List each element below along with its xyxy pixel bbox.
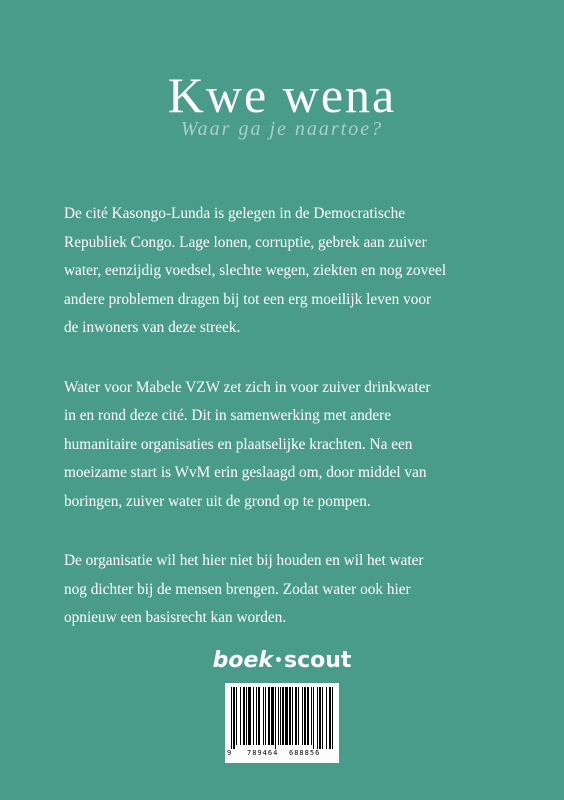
blurb-line: Water voor Mabele VZW zet zich in voor zuiver drinkwater — [64, 378, 431, 396]
blurb-line: water, eenzijdig voedsel, slechte wegen, ziekten en nog zoveel — [64, 262, 447, 279]
barcode-bar — [248, 687, 251, 745]
barcode-bar — [253, 687, 254, 745]
barcode-bar — [278, 687, 279, 745]
barcode-bar — [304, 687, 306, 745]
barcode-bar — [313, 687, 314, 749]
barcode-bar — [236, 687, 237, 745]
barcode-bar — [298, 687, 299, 745]
blurb-line: nog dichter bij de mensen brengen. Zodat water ook hier — [64, 580, 411, 598]
barcode-bar — [307, 687, 309, 745]
isbn-barcode — [225, 683, 339, 763]
barcode-bar — [240, 687, 241, 745]
blurb-line: moeizame start is WvM erin geslaagd om, door middel van — [64, 464, 427, 481]
blurb-paragraph — [64, 374, 524, 517]
blurb-line: andere problemen dragen bij tot een erg moeilijk leven voor — [64, 290, 432, 308]
barcode-bar — [256, 687, 257, 745]
barcode-bar — [289, 687, 291, 745]
blurb-line: boringen, zuiver water uit de grond op te pompen. — [64, 492, 371, 510]
barcode-bar — [302, 687, 303, 745]
barcode-bar — [265, 687, 266, 745]
blurb-paragraph — [64, 547, 524, 633]
barcode-bar — [319, 687, 321, 749]
blurb-line: in en rond deze cité. Dit in samenwerking met andere — [64, 407, 392, 424]
barcode-bar — [329, 687, 331, 749]
barcode-bar — [317, 687, 318, 749]
barcode-bar — [311, 687, 312, 745]
barcode-bar — [263, 687, 264, 745]
blurb-line: humanitaire organisaties en plaatselijke krachten. Na een — [64, 435, 413, 453]
barcode-digit-group1: 789464 — [247, 749, 279, 757]
blurb-line: Republiek Congo. Lage lonen, corruptie, gebrek aan zuiver — [64, 233, 427, 251]
barcode-bar — [258, 687, 260, 745]
publisher-logo-part1: boek — [212, 648, 274, 673]
barcode-bar — [271, 687, 274, 745]
blurb-line: De cité Kasongo-Lunda is gelegen in de Democratische — [64, 205, 406, 222]
barcode-bar — [292, 687, 293, 745]
publisher-logo — [0, 648, 564, 673]
book-subtitle: Waar ga je naartoe? — [180, 118, 384, 140]
barcode-bar — [243, 687, 245, 745]
barcode-digit-group2: 688856 — [289, 749, 321, 757]
barcode-digit-first: 9 — [227, 749, 232, 757]
barcode-bar — [233, 687, 235, 749]
barcode-digits — [225, 749, 339, 761]
barcode-bar — [231, 687, 232, 749]
blurb-line: de inwoners van deze streek. — [64, 319, 241, 336]
barcode-bar — [268, 687, 270, 745]
barcode-bar — [332, 687, 333, 749]
blurb-line: De organisatie wil het hier niet bij houden en wil het water — [64, 552, 424, 569]
book-title: Kwe wena — [167, 67, 397, 123]
blurb — [64, 200, 524, 664]
barcode-bar — [246, 687, 247, 745]
blurb-paragraph — [64, 200, 524, 343]
barcode-bar — [280, 687, 281, 745]
publisher-logo-part2: scout — [283, 648, 352, 673]
barcode-bars — [231, 687, 333, 749]
barcode-bar — [326, 687, 327, 749]
blurb-line: opnieuw een basisrecht kan worden. — [64, 609, 287, 626]
barcode-bar — [322, 687, 323, 749]
barcode-bar — [285, 687, 288, 745]
barcode-bar — [295, 687, 297, 745]
publisher-logo-dot: • — [274, 653, 283, 669]
barcode-bar — [275, 687, 276, 749]
barcode-bar — [282, 687, 284, 745]
